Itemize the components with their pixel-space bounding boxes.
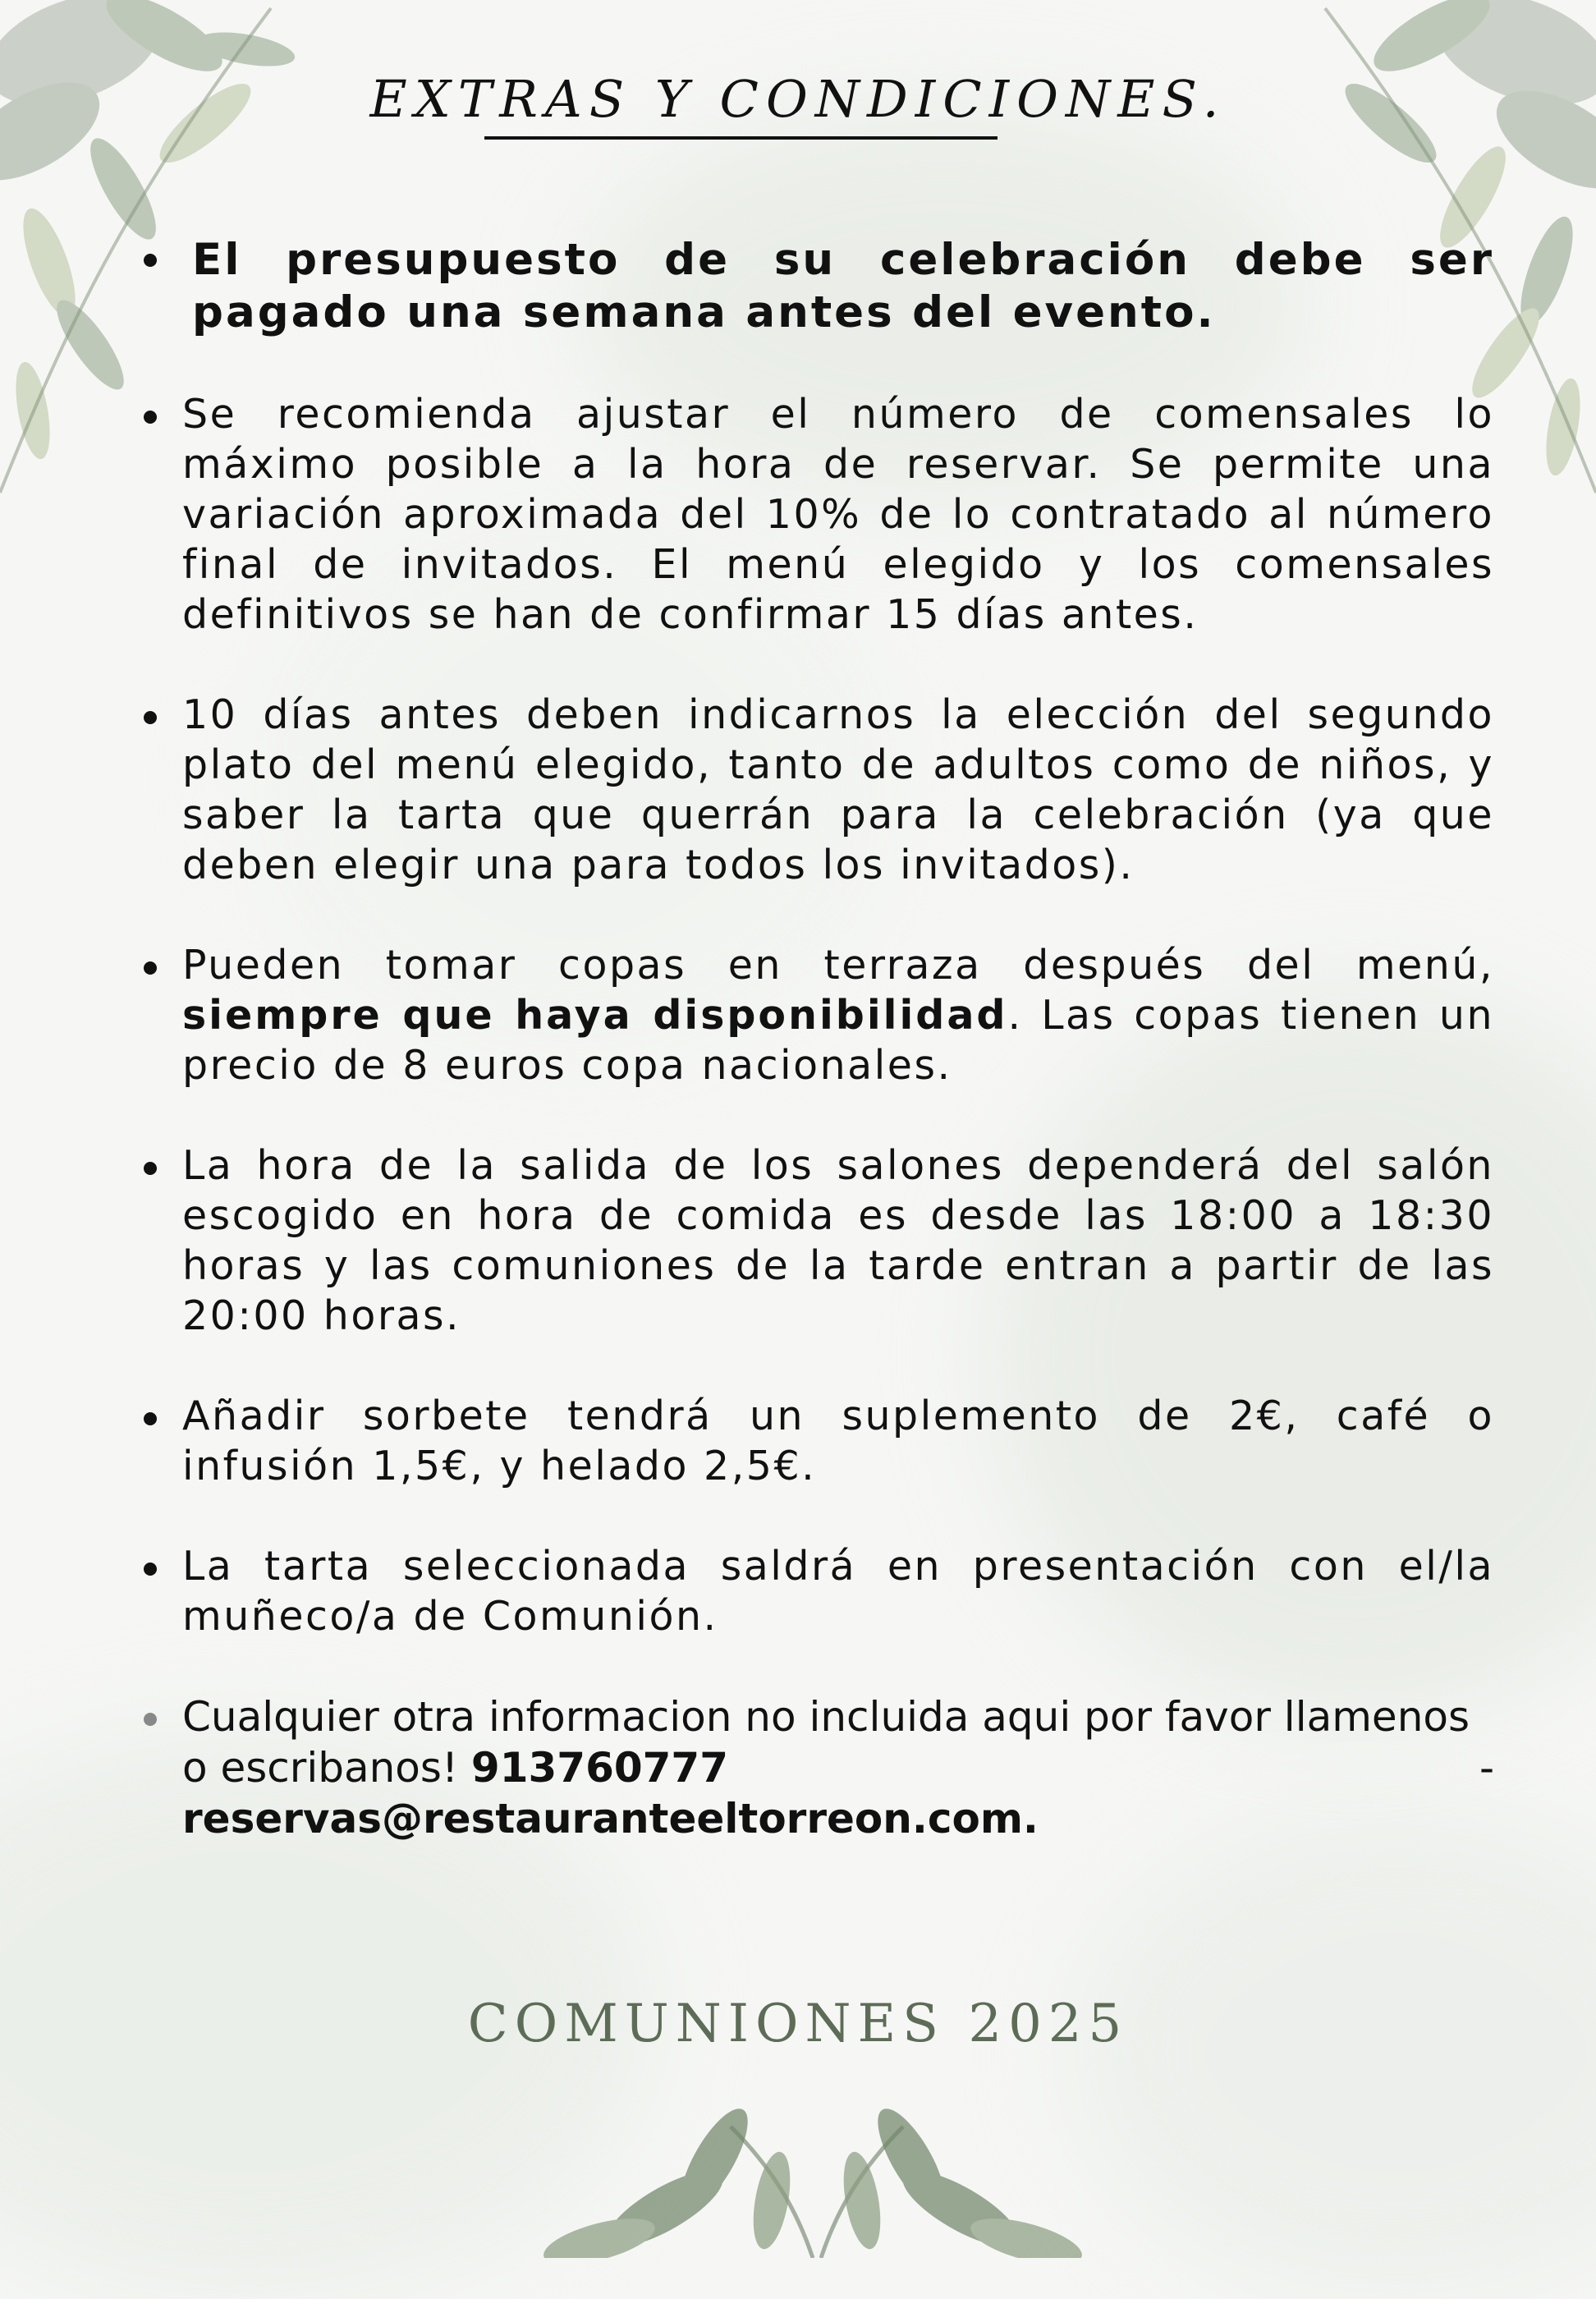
list-item-payment — [149, 234, 1494, 339]
list-item-drinks — [140, 940, 1494, 1090]
list-item-departure-time — [140, 1140, 1494, 1341]
conditions-list — [140, 234, 1494, 1894]
list-item-text: Añadir sorbete tendrá un suplemento de 2€, café o infusión 1,5€, y helado 2,5€. — [182, 1393, 1494, 1489]
bullet-icon — [144, 711, 157, 724]
list-item-text: Se recomienda ajustar el número de comensales lo máximo posible a la hora de reservar. Se permite una variación aproximada del 10% de lo contratado al número final de invitados. El menú elegido y los comensales definitivos se han de confirmar 15 días antes. — [182, 391, 1494, 638]
list-item-supplements — [140, 1391, 1494, 1491]
bullet-icon — [144, 1562, 157, 1576]
footer-title: COMUNIONES 2025 — [467, 1994, 1129, 2054]
page-title: EXTRAS Y CONDICIONES. — [369, 69, 1227, 129]
bullet-icon — [144, 1713, 157, 1726]
list-item-text-post: . Las copas tienen un precio de 8 euros copa nacionales. — [182, 992, 1494, 1089]
list-item-text: La hora de la salida de los salones dependerá del salón escogido en hora de comida es desde las 18:00 a 18:30 horas y las comuniones de la tarde entran a partir de las 20:00 horas. — [182, 1142, 1494, 1339]
bullet-icon — [144, 1162, 157, 1175]
list-item-text: Cualquier otra informacion no incluida aqui por favor llamenos o escribanos! — [182, 1693, 1470, 1792]
list-item-contact — [140, 1691, 1494, 1844]
leaf-decoration-bottom-icon — [525, 2102, 1100, 2258]
title-underline — [484, 136, 998, 140]
bullet-icon — [144, 254, 157, 267]
list-item-text: 10 días antes deben indicarnos la elección del segundo plato del menú elegido, tanto de adultos como de niños, y saber la tarta que querrán para la celebración (ya que deben elegir una para todos los invitados). — [182, 691, 1494, 888]
bullet-icon — [144, 1412, 157, 1425]
list-item-guest-count — [140, 389, 1494, 640]
list-item-text-bold: siempre que haya disponibilidad — [182, 992, 1008, 1039]
bullet-icon — [144, 961, 157, 975]
list-item-text: El presupuesto de su celebración debe ser pagado una semana antes del evento. — [192, 235, 1494, 337]
separator-dash: - — [1479, 1744, 1494, 1792]
email-link[interactable]: reservas@restauranteeltorreon.com. — [182, 1795, 1039, 1842]
list-item-cake — [140, 1541, 1494, 1641]
list-item-second-course — [140, 690, 1494, 890]
phone-number[interactable]: 913760777 — [470, 1744, 729, 1792]
bullet-icon — [144, 411, 157, 424]
list-item-text: La tarta seleccionada saldrá en presentación con el/la muñeco/a de Comunión. — [182, 1543, 1494, 1640]
list-item-text-pre: Pueden tomar copas en terraza después del menú, — [182, 942, 1494, 989]
